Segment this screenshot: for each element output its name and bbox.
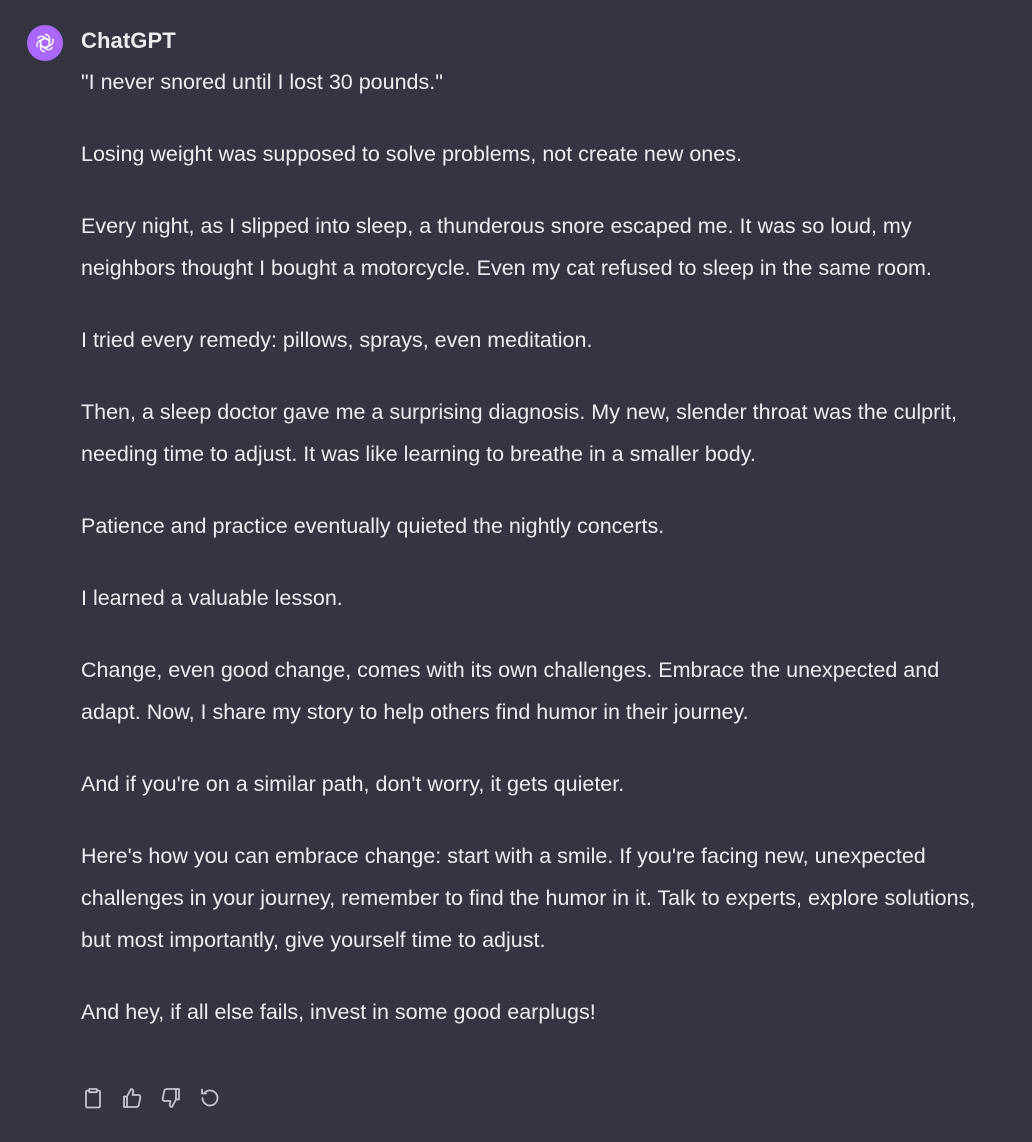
message-paragraph: Every night, as I slipped into sleep, a thunderous snore escaped me. It was so loud, my neighbors thought I bought a motorcycle. Even my cat refused to sleep in the same room. xyxy=(81,214,932,280)
message-paragraph: And if you're on a similar path, don't worry, it gets quieter. xyxy=(81,772,625,796)
message-paragraph: And hey, if all else fails, invest in some good earplugs! xyxy=(81,1000,596,1024)
message-paragraph: Change, even good change, comes with its own challenges. Embrace the unexpected and adapt. Now, I share my story to help others find humor in their journey. xyxy=(81,658,940,724)
regenerate-button[interactable] xyxy=(198,1085,222,1111)
message-paragraph: Losing weight was supposed to solve problems, not create new ones. xyxy=(81,142,742,166)
message-paragraph: Here's how you can embrace change: start with a smile. If you're facing new, unexpected challenges in your journey, remember to find the humor in it. Talk to experts, explore solutions, but most importantly, give yourself time to adjust. xyxy=(81,844,976,952)
message-paragraph: I learned a valuable lesson. xyxy=(81,586,343,610)
message-paragraph: Then, a sleep doctor gave me a surprising diagnosis. My new, slender throat was the culprit, needing time to adjust. It was like learning to breathe in a smaller body. xyxy=(81,400,957,466)
thumbs-down-button[interactable] xyxy=(159,1085,183,1111)
message-paragraph: I tried every remedy: pillows, sprays, even meditation. xyxy=(81,328,593,352)
regenerate-icon xyxy=(198,1086,222,1110)
thumbs-down-icon xyxy=(159,1086,183,1110)
copy-button[interactable] xyxy=(81,1085,105,1111)
thumbs-up-icon xyxy=(120,1086,144,1110)
message-author: ChatGPT xyxy=(81,28,176,53)
message-paragraph: "I never snored until I lost 30 pounds." xyxy=(81,70,443,94)
chatgpt-avatar xyxy=(27,25,63,61)
openai-logo-icon xyxy=(33,31,57,55)
message-content xyxy=(81,61,1001,1063)
message-actions xyxy=(81,1084,222,1112)
thumbs-up-button[interactable] xyxy=(120,1085,144,1111)
clipboard-icon xyxy=(81,1086,105,1110)
message-paragraph: Patience and practice eventually quieted the nightly concerts. xyxy=(81,514,665,538)
